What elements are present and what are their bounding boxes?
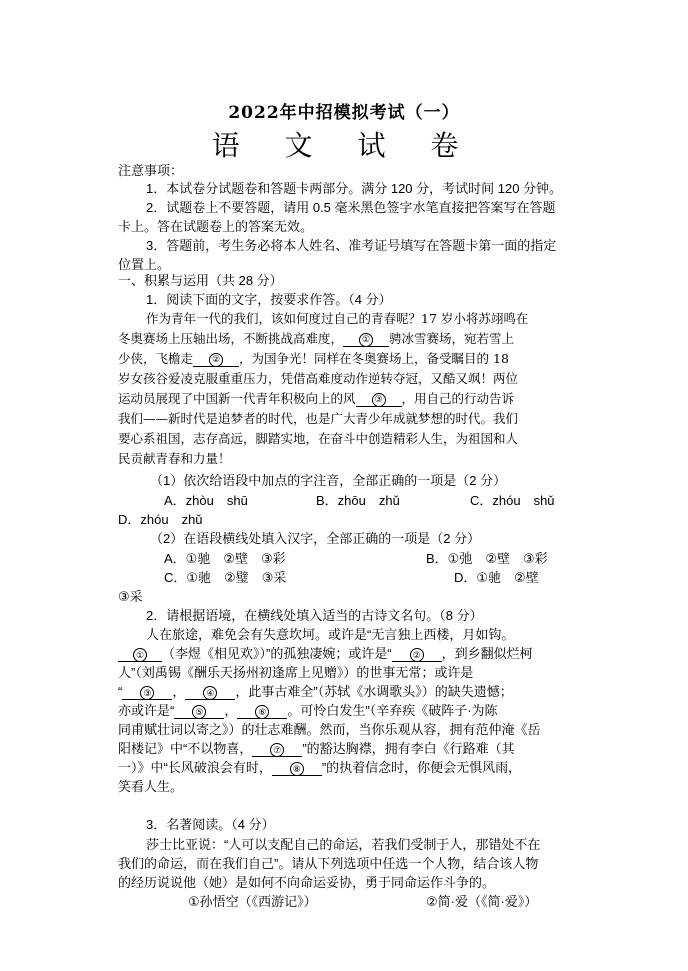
q1-sub2-option-d-cont: ③采 (118, 589, 143, 604)
notice-heading: 注意事项： (118, 163, 184, 178)
q1-passage-line: 运动员展现了中国新一代青年积极向上的风 ③ ，用自己的行动告诉 (118, 391, 515, 406)
q1-sub-1: （1）依次给语段中加点的字注音，全部正确的一项是（2 分） (150, 473, 507, 488)
q2-line: 阳楼记》中“不以物喜， ⑦ ”的豁达胸襟，拥有李白《行路难（其 (118, 741, 515, 756)
q1-sub1-option-c: C．zhóu shǔ (470, 493, 555, 508)
notice-line-2b: 卡上。答在试题卷上的答案无效。 (118, 219, 314, 234)
blank-2: ② (193, 351, 239, 367)
q2-line: 一）》中“长风破浪会有时， ⑧ ”的执着信念时，你便会无惧风雨， (118, 760, 522, 775)
exam-subtitle: 语 文 试 卷 (211, 129, 477, 162)
blank-3: ③ (122, 684, 172, 700)
q3-line: 我们的命运，而在我们自己”。请从下列选项中任选一个人物，结合该人物 (118, 856, 539, 871)
q2-line: 同甫赋壮词以寄之》）的壮志难酬。然而，当你乐观从容，拥有范仲淹《岳 (118, 722, 541, 737)
q2-line: 人”（刘禹锡《酬乐天扬州初逢席上见赠》）的世事无常；或许是 (118, 665, 474, 680)
blank-7: ⑦ (252, 741, 302, 757)
notice-line-3b: 位置上。 (118, 257, 171, 272)
q2-line: 笑看人生。 (118, 779, 184, 794)
q3-line: 的经历说说他（她）是如何不向命运妥协，勇于同命运作斗争的。 (118, 875, 496, 890)
q2-line: 人在旅途，难免会有失意坎坷。或许是“无言独上西楼，月如钩。 (146, 627, 515, 642)
blank-2: ② (392, 646, 442, 662)
q1-sub1-option-d: D．zhóu zhǔ (118, 512, 203, 527)
q1-passage-line: 少侠，飞檐走 ② ，为国争光！同样在冬奥赛场上，备受瞩目的 18 (118, 351, 509, 366)
q3-option-2: ②简·爱（《简·爱》） (426, 894, 538, 909)
blank-8: ⑧ (272, 760, 322, 776)
section-1-heading: 一、积累与运用（共 28 分） (118, 273, 283, 288)
q1-passage-line: 要心系祖国，志存高远，脚踏实地，在奋斗中创造精彩人生，为祖国和人 (118, 431, 519, 446)
q1-sub1-option-a: A．zhòu shū (164, 493, 248, 508)
blank-4: ④ (185, 684, 235, 700)
blank-5: ⑤ (174, 703, 224, 719)
q1-sub2-option-b: B．①弛 ②壁 ③彩 (426, 551, 548, 566)
notice-line-2a: 2．试题卷上不要答题，请用 0.5 毫米黑色签字水笔直接把答案写在答题 (146, 200, 556, 215)
q1-sub-2: （2）在语段横线处填入汉字，全部正确的一项是（2 分） (150, 531, 481, 546)
q1-sub2-option-a: A．①驰 ②壁 ③彩 (164, 551, 286, 566)
q2-stem: 2．请根据语境，在横线处填入适当的古诗文名句。（8 分） (146, 608, 483, 623)
q1-passage-line: 民贡献青春和力量！ (118, 451, 231, 466)
q3-stem: 3．名著阅读。（4 分） (146, 817, 275, 832)
q3-line: 莎士比亚说：“人可以支配自己的命运，若我们受制于人，那错处不在 (146, 837, 541, 852)
q1-passage-line: 岁女孩谷爱凌克服重重压力，凭借高难度动作逆转夺冠，又酷又飒！两位 (118, 371, 519, 386)
q2-line: “ ③ ， ④ ，此事古难全”（苏轼《水调歌头》）的缺失遗憾； (118, 684, 513, 699)
q1-passage-line: 作为青年一代的我们，该如何度过自己的青春呢？17 岁小将苏翊鸣在 (146, 311, 529, 326)
notice-line-3a: 3．答题前，考生务必将本人姓名、准考证号填写在答题卡第一面的指定 (146, 238, 557, 253)
blank-6: ⑥ (237, 703, 287, 719)
q1-passage-line: 冬奥赛场上压轴出场，不断挑战高难度， ① 骋冰雪赛场，宛若雪上 (118, 331, 515, 346)
q1-sub1-option-b: B．zhōu zhǔ (316, 493, 400, 508)
q3-option-1: ①孙悟空（《西游记》） (188, 894, 317, 909)
q1-sub2-option-c: C．①驰 ②璧 ③采 (164, 570, 287, 585)
q2-line: ① （李煜《相见欢》）”的孤独凄婉；或许是“ ② ，到乡翻似烂柯 (118, 643, 533, 662)
notice-line-1: 1．本试卷分试题卷和答题卡两部分。满分 120 分，考试时间 120 分钟。 (146, 181, 563, 196)
blank-3: ③ (356, 391, 402, 407)
exam-title: 2022年中招模拟考试（一） (228, 103, 460, 123)
q2-line: 亦或许是“ ⑤ ， ⑥ 。可怜白发生”（辛弃疾《破阵子·为陈 (118, 703, 498, 718)
blank-1: ① (343, 331, 389, 347)
blank-1: ① (118, 646, 162, 662)
q1-stem: 1．阅读下面的文字，按要求作答。（4 分） (146, 292, 392, 307)
q1-passage-line: 我们——新时代是追梦者的时代，也是广大青少年成就梦想的时代。我们 (118, 411, 519, 426)
q1-sub2-option-d: D．①驰 ②壁 (454, 570, 539, 585)
